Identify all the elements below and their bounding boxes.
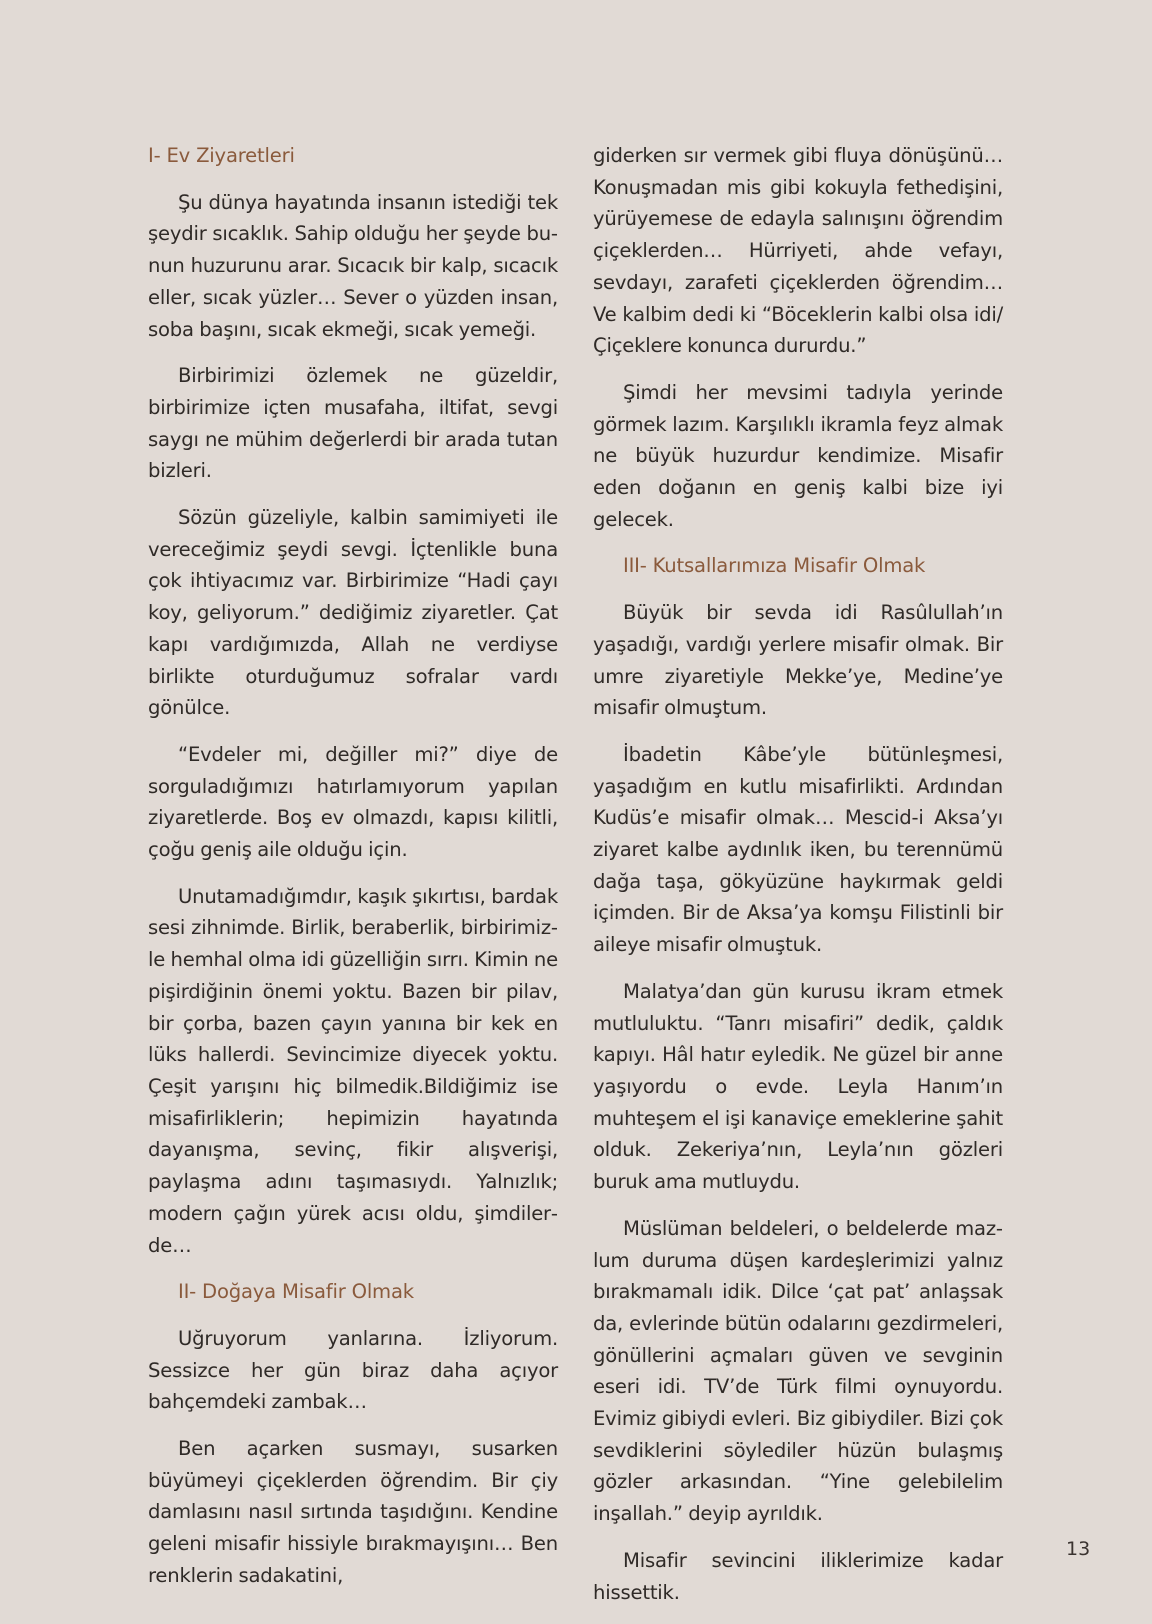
paragraph: Malatya’dan gün kurusu ikram etmek mutluluktu. “Tanrı misafiri” dedik, çaldık kapıyı. Hâl hatır eyledik. Ne güzel bir anne yaşıyordu o evde. Leyla Hanım’ın muhteşem el işi kanaviçe emeklerine şahit olduk. Zekeriya’nın, Leyla’nın gözleri buruk ama mutluydu. [593,979,1003,1194]
paragraph: İbadetin Kâbe’yle bütünleşmesi, yaşadığım en kutlu misafirlikti. Ardından Kudüs’e misafir olmak… Mescid-i Aksa’yı ziyaret kalbe aydınlık iken, bu terennümü dağa taşa, gökyüzüne haykırmak geldi içimden. Bir de Aksa’ya komşu Filistinli bir aileye misafir olmuştuk. [593,742,1003,957]
page-number: 13 [1066,1538,1091,1560]
paragraph: Misafir sevincini iliklerimize kadar hissettik. [593,1548,1003,1604]
paragraph: Şimdi her mevsimi tadıyla yerinde görmek lazım. Karşılıklı ikramla feyz almak ne büyük huzurdur kendimize. Misafir eden doğanın en geniş kalbi bize iyi gelecek. [593,380,1003,531]
paragraph: Şu dünya hayatında insanın istediği tek şeydir sıcaklık. Sahip olduğu her şeyde bunun huzurunu arar. Sıcacık bir kalp, sıcacık eller, sıcak yüzler… Sever o yüzden insan, soba başını, sıcak ekmeği, sıcak yemeği. [148,190,558,341]
section-heading-dogaya-misafir-olmak: II- Doğaya Misafir Olmak [178,1280,414,1304]
right-column [593,140,1003,1623]
paragraph: Birbirimizi özlemek ne güzeldir, birbirimize içten musafaha, iltifat, sevgi saygı ne mühim değerlerdi bir arada tutan bizleri. [148,364,558,483]
paragraph: Ben açarken susmayı, susarken büyümeyi çiçeklerden öğrendim. Bir çiy damlasını nasıl sırtında taşıdığını. Kendine geleni misafir hissiyle bırakmayışını… Ben renklerin sadakatini, [148,1437,558,1587]
paragraph: Büyük bir sevda idi Rasûlullah’ın yaşadığı, vardığı yerlere misafir olmak. Bir umre ziyaretiyle Mekke’ye, Medine’ye misafir olmuştum. [593,601,1003,720]
paragraph: Uğruyorum yanlarına. İzliyorum. Sessizce her gün biraz daha açıyor bahçemdeki zambak… [148,1326,558,1414]
paragraph: Sözün güzeliyle, kalbin samimiyeti ile vereceğimiz şeydi sevgi. İçtenlikle buna çok ihtiyacımız var. Birbirimize “Hadi çayı koy, geliyorum.” dediğimiz ziyaretler. Çat kapı vardığımızda, Allah ne verdiyse birlikte oturduğumuz sofralar vardı gönülce. [148,506,558,720]
section-heading-ev-ziyaretleri: I- Ev Ziyaretleri [148,144,295,167]
paragraph-continued: giderken sır vermek gibi fluya dönüşünü… Konuşmadan mis gibi kokuyla fethedişini, yürüyemese de edayla salınışını öğrendim çiçeklerden… Hürriyeti, ahde vefayı, sevdayı, zarafeti çiçeklerden öğrendim… Ve kalbim dedi ki “Böceklerin kalbi olsa idi/Çiçeklere konunca dururdu.” [593,144,1003,358]
left-column [148,140,558,1607]
section-heading-kutsallarimiza-misafir-olmak: III- Kutsallarımıza Misafir Olmak [623,554,926,578]
paragraph: “Evdeler mi, değiller mi?” diye de sorguladığımızı hatırlamıyorum yapılan ziyaretlerde. Boş ev olmazdı, kapısı kilitli, çoğu geniş aile olduğu için. [148,742,558,862]
paragraph: Müslüman beldeleri, o beldelerde mazlum duruma düşen kardeşlerimizi yalnız bırakmamalı idik. Dilce ‘çat pat’ anlaşsak da, evlerinde bütün odalarını gezdirmeleri, gönüllerini açmaları güven ve sevginin eseri idi. TV’de Türk filmi oynuyordu. Evimiz gibiydi evleri. Biz gibiydiler. Bizi çok sevdiklerini söylediler hüzün bulaşmış gözler arkasından. “Yine gelebilelim inşallah.” deyip ayrıldık. [593,1216,1003,1526]
paragraph: Unutamadığımdır, kaşık şıkırtısı, bardak sesi zihnimde. Birlik, beraberlik, birbirimizle hemhal olma idi güzelliğin sırrı. Kimin ne pişirdiğinin önemi yoktu. Bazen bir pilav, bir çorba, bazen çayın yanına bir kek en lüks hallerdi. Sevincimize diyecek yoktu. Çeşit yarışını hiç bilmedik.Bildiğimiz ise misafirliklerin; hepimizin hayatında dayanışma, sevinç, fikir alışverişi, paylaşma adını taşımasıydı. Yalnızlık; modern çağın yürek acısı oldu, şimdilerde… [148,884,558,1257]
